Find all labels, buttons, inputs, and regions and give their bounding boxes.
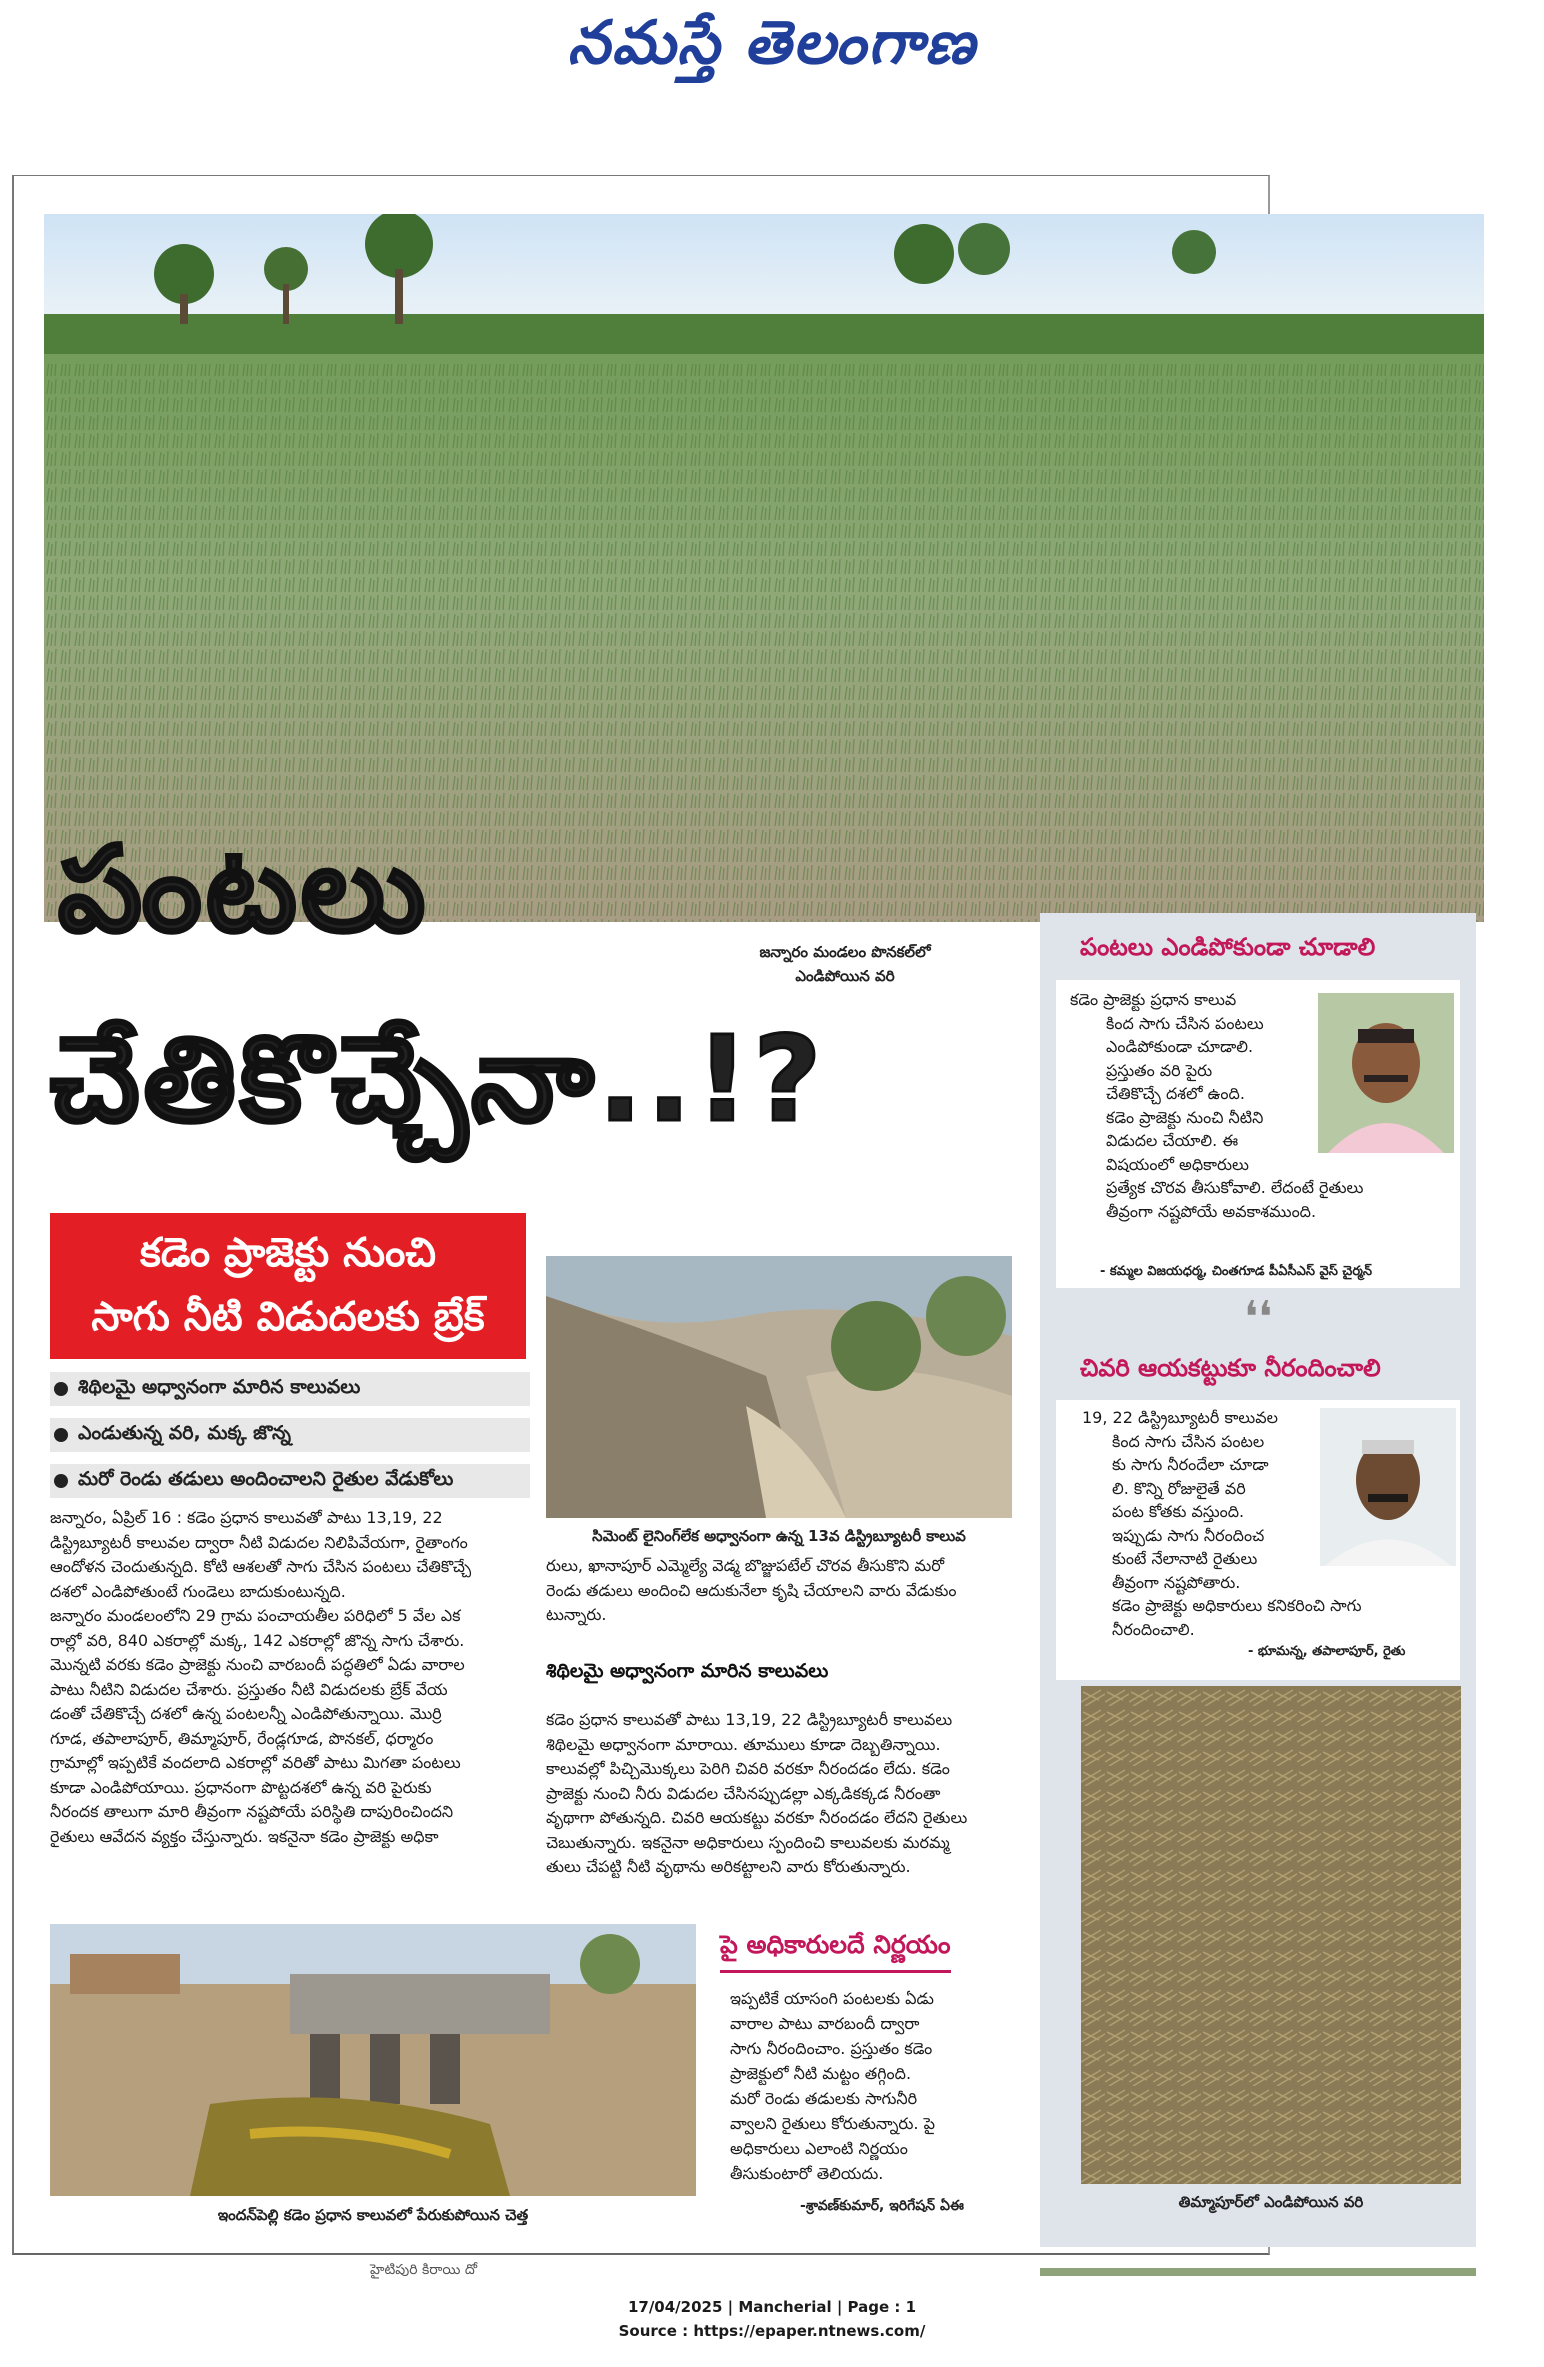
bullet-list — [50, 1372, 530, 1510]
canal-photo — [546, 1256, 1012, 1518]
top-photo-caption: జన్నారం మండలం పొనకల్‌లో ఎండిపోయిన వరి — [759, 943, 931, 985]
quote-icon: ❛❛ — [1244, 1292, 1273, 1343]
next-article-strip — [1040, 2268, 1476, 2276]
section3-attribution: -శ్రావణ్‌కుమార్, ఇరిగేషన్ ఏఈ — [800, 2198, 964, 2214]
headline-line2: చేతికొచ్చేనా..!? — [50, 1010, 826, 1148]
deck-box — [50, 1213, 526, 1359]
middle-article-body: రులు, ఖానాపూర్ ఎమ్మెల్యే వెడ్మ బొజ్జుపటేల్ చొరవ తీసుకొని మరో రెండు తడులు అందించి ఆదుకునేలా కృషి చేయాలని వారు వేడుకుం టున్నారు. — [546, 1556, 957, 1624]
deck-line1: కడెం ప్రాజెక్టు నుంచి — [139, 1230, 437, 1276]
quote1-body: కడెం ప్రాజెక్టు ప్రధాన కాలువ కింద సాగు చేసిన పంటలు ఎండిపోకుండా చూడాలి. ప్రస్తుతం వరి పైరు చేతికొచ్చే దశలో ఉంది. కడెం ప్రాజెక్టు నుంచి నీటిని విడుదల చేయాలి. ఈ విషయంలో అధికారులు ప్రత్యేక చొరవ తీసుకోవాలి. లేదంటే రైతులు తీవ్రంగా నష్టపోయే అవకాశముంది. — [1070, 990, 1364, 1221]
bullet-icon — [54, 1382, 68, 1396]
dry-crop-photo — [1081, 1686, 1461, 2184]
canal-photo-caption: సిమెంట్ లైనింగ్‌లేక అధ్వానంగా ఉన్న 13వ డిస్ట్రిబ్యూటరీ కాలువ — [592, 1527, 966, 1545]
quote1-attribution: - కమ్మల విజయధర్మ, చింతగూడ పీఏసీఎస్ వైస్ చైర్మన్ — [1100, 1264, 1373, 1279]
bullet-item: శిథిలమై అధ్వానంగా మారిన కాలువలు — [50, 1372, 530, 1406]
masthead-logo: నమస్తే తెలంగాణ — [567, 8, 977, 78]
quote2-body: 19, 22 డిస్ట్రిబ్యూటరీ కాలువల కింద సాగు చేసిన పంటల కు సాగు నీరందేలా చూడా లి. కొన్ని రోజులైతే వరి పంట కోతకు వస్తుంది. ఇప్పుడు సాగు నీరందించ కుంటే నేలానాటి రైతులు తీవ్రంగా నష్టపోతారు. కడెం ప్రాజెక్టు అధికారులు కనికరించి సాగు నీరందించాలి. — [1082, 1408, 1362, 1639]
footer-date-line: 17/04/2025 | Mancherial | Page : 1 — [627, 2298, 917, 2316]
main-article-body: జన్నారం, ఏప్రిల్ 16 : కడెం ప్రధాన కాలువతో పాటు 13,19, 22 డిస్ట్రిబ్యూటరీ కాలువల ద్వారా నీటి విడుదల నిలిపివేయగా, రైతాంగం ఆందోళన చెందుతున్నది. కోటి ఆశలతో సాగు చేసిన పంటలు చేతికొచ్చే దశలో ఎండిపోతుంటే గుండెలు బాదుకుంటున్నది. జన్నారం మండలంలోని 29 గ్రామ పంచాయతీల పరిధిలో 5 వేల ఎక రాల్లో వరి, 840 ఎకరాల్లో మక్క, 142 ఎకరాల్లో జొన్న సాగు చేశారు. మొన్నటి వరకు కడెం ప్రాజెక్టు నుంచి వారబందీ పద్ధతిలో ఏడు వారాల పాటు నీటిని విడుదల చేశారు. ప్రస్తుతం నీటి విడుదలకు బ్రేక్ వేయ డంతో చేతికొచ్చే దశలో ఉన్న పంటలన్నీ ఎండిపోతున్నాయి. మొర్రి గూడ, తపాలాపూర్, తిమ్మాపూర్, రేండ్లగూడ, పొనకల్, ధర్మారం గ్రామాల్లో ఇప్పటికే వందలాది ఎకరాల్లో వరితో పాటు మిగతా పంటలు కూడా ఎండిపోయాయి. ప్రధానంగా పొట్టదశలో ఉన్న వరి పైరుకు నీరందక తాలుగా మారి తీవ్రంగా నష్టపోయే పరిస్థితి దాపురించిందని రైతులు ఆవేదన వ్యక్తం చేస్తున్నారు. ఇకనైనా కడెం ప్రాజెక్టు అధికా — [50, 1508, 472, 1846]
section3-title: పై అధికారులదే నిర్ణయం — [720, 1930, 951, 1973]
bullet-item: ఎండుతున్న వరి, మక్క జొన్న — [50, 1418, 530, 1452]
footer-source-line: Source : https://epaper.ntnews.com/ — [618, 2322, 926, 2340]
top-field-photo — [44, 214, 1484, 922]
quote2-attribution: - భూమన్న, తపాలాపూర్, రైతు — [1248, 1644, 1406, 1659]
dry-photo-caption: తిమ్మాపూర్‌లో ఎండిపోయిన వరి — [1178, 2193, 1364, 2211]
bullet-icon — [54, 1474, 68, 1488]
headline-line1: పంటలు — [58, 820, 430, 958]
bridge-canal-photo — [50, 1924, 696, 2196]
bullet-item: మరో రెండు తడులు అందించాలని రైతుల వేడుకోలు — [50, 1464, 530, 1498]
quote1-title: పంటలు ఎండిపోకుండా చూడాలి — [1080, 933, 1376, 961]
bridge-photo-caption: ఇందన్‌పెల్లి కడెం ప్రధాన కాలువలో పేరుకుపోయిన చెత్త — [217, 2206, 529, 2224]
bullet-icon — [54, 1428, 68, 1442]
section2-body: కడెం ప్రధాన కాలువతో పాటు 13,19, 22 డిస్ట్రిబ్యూటరీ కాలువలు శిథిలమై అధ్వానంగా మారాయి. తూములు కూడా దెబ్బతిన్నాయి. కాలువల్లో పిచ్చిమొక్కలు పెరిగి చివరి వరకూ నీరందడం లేదు. కడెం ప్రాజెక్టు నుంచి నీరు విడుదల చేసినప్పుడల్లా ఎక్కడికక్కడ నీరంతా వృథాగా పోతున్నది. చివరి ఆయకట్టు వరకూ నీరందడం లేదని రైతులు చెబుతున్నారు. ఇకనైనా అధికారులు స్పందించి కాలువలకు మరమ్మ తులు చేపట్టి నీటి వృథాను అరికట్టాలని వారు కోరుతున్నారు. — [546, 1710, 968, 1876]
quote2-title: చివరి ఆయకట్టుకూ నీరందించాలి — [1080, 1354, 1381, 1382]
section2-title: శిథిలమై అధ్వానంగా మారిన కాలువలు — [546, 1660, 829, 1682]
cut-off-text: హైటిపురి కిరాయి దో — [370, 2262, 478, 2278]
deck-line2: సాగు నీటి విడుదలకు బ్రేక్ — [91, 1294, 485, 1340]
section3-body: ఇప్పటికే యాసంగి పంటలకు ఏడు వారాల పాటు వారబందీ ద్వారా సాగు నీరందించాం. ప్రస్తుతం కడెం ప్రాజెక్టులో నీటి మట్టం తగ్గింది. మరో రెండు తడులకు సాగునీరి వ్వాలని రైతులు కోరుతున్నారు. పై అధికారులు ఎలాంటి నిర్ణయం తీసుకుంటారో తెలియదు. — [730, 1989, 935, 2183]
